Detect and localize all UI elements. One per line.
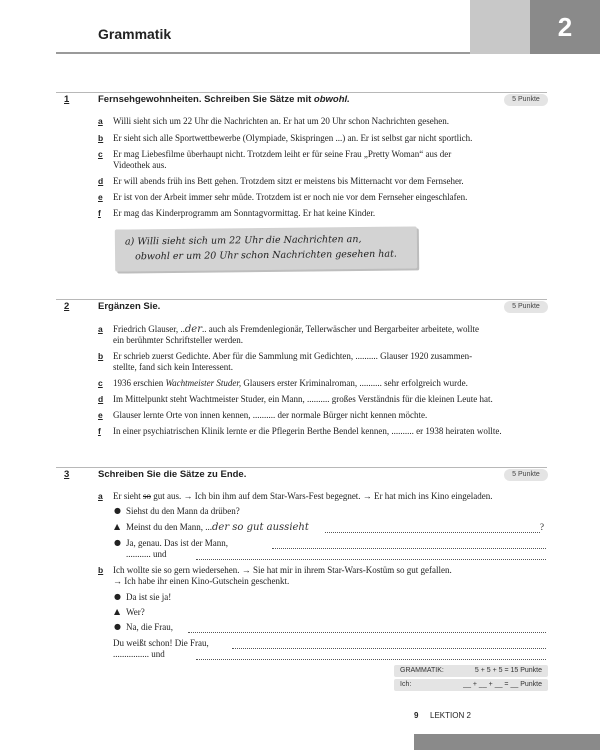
example-answer-line: a) Willi sieht sich um 22 Uhr die Nachrichten an, bbox=[124, 234, 362, 248]
item-letter: b bbox=[98, 351, 104, 361]
points-badge: 5 Punkte bbox=[504, 469, 548, 481]
circle-bullet-icon: ● bbox=[114, 592, 121, 601]
answer-line bbox=[196, 559, 546, 560]
exercise-item-cont: ein berühmter Schriftsteller werden. bbox=[113, 335, 243, 345]
dialogue-line: Na, die Frau, bbox=[126, 622, 173, 632]
triangle-bullet-icon: ▲ bbox=[114, 607, 121, 616]
exercise-item: Ich wollte sie so gern wiedersehen. → Sie hat mir in ihrem Star-Wars-Kostüm so gut gefallen. bbox=[113, 565, 452, 575]
lesson-label: LEKTION 2 bbox=[430, 711, 471, 720]
exercise-item: Glauser lernte Orte von innen kennen, .......... der normale Bürger nicht kennen möchte. bbox=[113, 410, 428, 420]
item-letter: e bbox=[98, 410, 103, 420]
section-divider bbox=[56, 299, 547, 300]
exercise-item: Er ist von der Arbeit immer sehr müde. Trotzdem ist er noch nie vor dem Fernseher eingeschlafen. bbox=[113, 192, 468, 202]
dialogue-end: ? bbox=[540, 522, 544, 532]
exercise-item: Willi sieht sich um 22 Uhr die Nachrichten an. Er hat um 20 Uhr schon Nachrichten gesehen. bbox=[113, 116, 450, 126]
exercise-title: Schreiben Sie die Sätze zu Ende. bbox=[98, 469, 247, 480]
exercise-item-cont: Videothek aus. bbox=[113, 160, 167, 170]
exercise-item-cont: → Ich habe ihr einen Kino-Gutschein geschenkt. bbox=[113, 576, 290, 586]
struck-word: so bbox=[143, 491, 152, 501]
item-letter: d bbox=[98, 176, 104, 186]
item-letter: f bbox=[98, 426, 101, 436]
exercise-item: Im Mittelpunkt steht Wachtmeister Studer, ein Mann, .......... großes Verständnis für die kleinen Leute hat. bbox=[113, 394, 493, 404]
exercise-title: Fernsehgewohnheiten. Schreiben Sie Sätze mit obwohl. bbox=[98, 94, 350, 105]
exercise-item: In einer psychiatrischen Klinik lernte er die Pflegerin Berthe Bendel kennen, .......... er 1938 heiraten wollte. bbox=[113, 426, 502, 436]
triangle-bullet-icon: ▲ bbox=[114, 522, 121, 531]
item-letter: a bbox=[98, 324, 103, 334]
own-score-box: Ich: __ + __ + __ = __ Punkte bbox=[394, 679, 548, 691]
exercise-number: 2 bbox=[64, 301, 70, 312]
item-letter: f bbox=[98, 208, 101, 218]
header-grey-block bbox=[470, 0, 530, 54]
answer-line bbox=[325, 532, 540, 533]
exercise-item: Friedrich Glauser, ..der.. auch als Fremdenlegionär, Tellerwäscher und Bergarbeiter arbeitete, wollte bbox=[113, 324, 480, 335]
item-letter: a bbox=[98, 116, 103, 126]
exercise-item: Er schrieb zuerst Gedichte. Aber für die Sammlung mit Gedichten, .......... Glauser 1920 zusammen- bbox=[113, 351, 473, 361]
handwritten-answer: der so gut aussieht bbox=[212, 522, 309, 533]
exercise-item: Er mag Liebesfilme überhaupt nicht. Trotzdem leiht er für seine Frau „Pretty Woman“ aus der bbox=[113, 149, 452, 159]
dialogue-line: Da ist sie ja! bbox=[126, 592, 172, 602]
exercise-title: Ergänzen Sie. bbox=[98, 301, 161, 312]
answer-line bbox=[196, 659, 546, 660]
answer-line bbox=[232, 648, 546, 649]
dialogue-line: Ja, genau. Das ist der Mann, bbox=[126, 538, 228, 548]
item-letter: b bbox=[98, 133, 104, 143]
dialogue-line-cont: ........... und bbox=[126, 549, 167, 559]
section-divider bbox=[56, 467, 547, 468]
section-divider bbox=[56, 92, 547, 93]
dialogue-line: Wer? bbox=[126, 607, 145, 617]
exercise-item: Er mag das Kinderprogramm am Sonntagvormittag. Er hat keine Kinder. bbox=[113, 208, 376, 218]
header-rule bbox=[56, 52, 470, 54]
chapter-number: 2 bbox=[530, 0, 600, 54]
points-badge: 5 Punkte bbox=[504, 94, 548, 106]
circle-bullet-icon: ● bbox=[114, 506, 121, 515]
item-letter: d bbox=[98, 394, 104, 404]
answer-line bbox=[272, 548, 546, 549]
item-letter: e bbox=[98, 192, 103, 202]
dialogue-line-cont: ................ und bbox=[113, 649, 165, 659]
example-answer-card bbox=[115, 226, 417, 271]
answer-line bbox=[188, 632, 546, 633]
example-answer-line: obwohl er um 20 Uhr schon Nachrichten gesehen hat. bbox=[135, 248, 397, 263]
dialogue-line: Meinst du den Mann, ...der so gut aussieht bbox=[126, 522, 309, 533]
item-letter: c bbox=[98, 378, 103, 388]
exercise-item: Er will abends früh ins Bett gehen. Trotzdem sitzt er meistens bis Mitternacht vor dem Fernseher. bbox=[113, 176, 464, 186]
exercise-number: 3 bbox=[64, 469, 70, 480]
exercise-item-cont: stellte, fand sich kein Interessent. bbox=[113, 362, 233, 372]
item-letter: c bbox=[98, 149, 103, 159]
exercise-item: 1936 erschien Wachtmeister Studer, Glausers erster Kriminalroman, .......... sehr erfolgreich wurde. bbox=[113, 378, 468, 388]
item-letter: b bbox=[98, 565, 104, 575]
exercise-number: 1 bbox=[64, 94, 70, 105]
page-number: 9 bbox=[414, 711, 419, 720]
dialogue-line: Du weißt schon! Die Frau, bbox=[113, 638, 209, 648]
dialogue-line: Siehst du den Mann da drüben? bbox=[126, 506, 240, 516]
footer-bar bbox=[414, 734, 600, 750]
handwritten-answer: der bbox=[184, 324, 202, 335]
circle-bullet-icon: ● bbox=[114, 622, 121, 631]
circle-bullet-icon: ● bbox=[114, 538, 121, 547]
points-badge: 5 Punkte bbox=[504, 301, 548, 313]
exercise-item: Er sieht so gut aus. → Ich bin ihm auf dem Star-Wars-Fest begegnet. → Er hat mich ins Kino eingeladen. bbox=[113, 491, 493, 501]
exercise-item: Er sieht sich alle Sportwettbewerbe (Olympiade, Skispringen ...) an. Er ist selbst gar nicht sportlich. bbox=[113, 133, 473, 143]
grammar-score-box: GRAMMATIK: 5 + 5 + 5 = 15 Punkte bbox=[394, 665, 548, 677]
item-letter: a bbox=[98, 491, 103, 501]
page-title: Grammatik bbox=[98, 26, 172, 42]
